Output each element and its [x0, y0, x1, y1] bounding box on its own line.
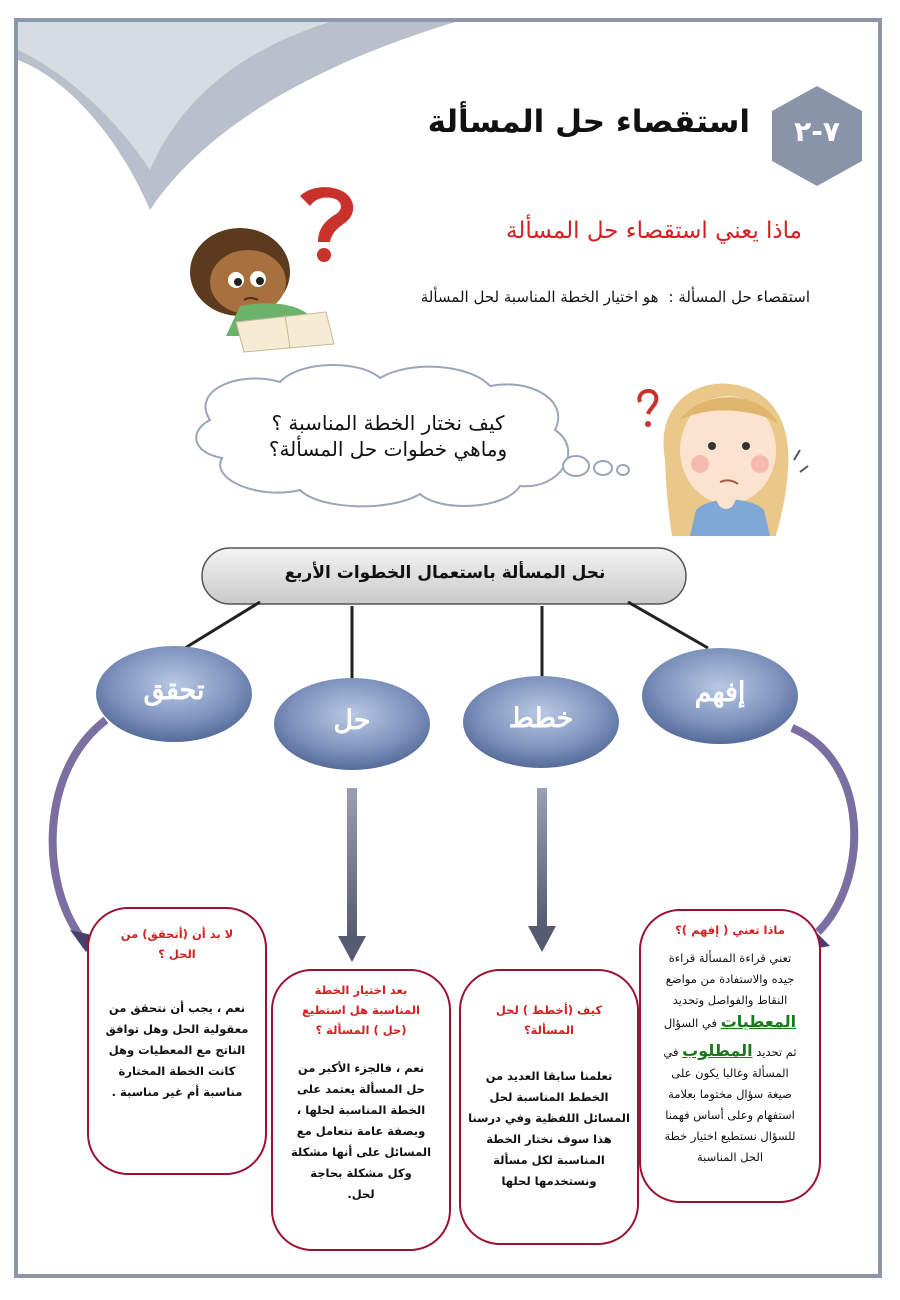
box-solve-line: الخطة المناسبة لحلها ،	[296, 1103, 426, 1117]
box-plan-line: المناسبة لكل مسألة	[493, 1153, 605, 1167]
box-solve-line: حل المسألة يعتمد على	[297, 1082, 425, 1096]
step-understand-label: إفهم	[694, 677, 746, 708]
page-title: استقصاء حل المسألة	[427, 104, 750, 140]
box-solve-question: (حل ) المسألة ؟	[315, 1023, 407, 1037]
box-understand-line: تعني قراءة المسألة قراءة	[668, 951, 792, 965]
box-understand-line: جيده والاستفادة من مواضع	[665, 972, 795, 986]
box-understand-question: ماذا تعني ( إفهم )؟	[675, 923, 785, 937]
box-understand-line: النقاط والفواصل وتحديد	[672, 993, 788, 1007]
girl-illustration	[639, 384, 808, 536]
box-understand-line: الحل المناسبة	[696, 1150, 764, 1164]
thought-text	[238, 410, 538, 462]
box-understand-line: المسألة وغالبا يكون على	[671, 1066, 789, 1080]
box-understand-line	[648, 1040, 812, 1063]
box-understand-text: في السؤال	[663, 1016, 718, 1030]
box-understand-line	[648, 1011, 812, 1034]
box-solve-line: نعم ، فالجزء الأكبر من	[297, 1061, 425, 1075]
definition-text: هو اختيار الخطة المناسبة لحل المسألة	[420, 288, 659, 306]
down-arrows	[338, 788, 556, 962]
box-plan-line: تعلمنا سابقا العديد من	[485, 1069, 613, 1083]
step-plan-label: خطط	[508, 703, 574, 734]
header-swoosh	[18, 22, 455, 210]
box-solve-line: وبصفة عامة نتعامل مع	[296, 1124, 426, 1138]
box-plan-question: كيف (أخطط ) لحل	[495, 1003, 603, 1017]
box-plan-line: الخطط المناسبة لحل	[489, 1090, 609, 1104]
box-understand-line: للسؤال نستطيع اختيار خطة	[664, 1129, 796, 1143]
box-understand-text: ثم تحديد	[756, 1045, 797, 1059]
keyword-required: المطلوب	[682, 1041, 753, 1060]
box-solve-question: بعد اختيار الخطة	[314, 983, 408, 997]
step-verify-label: تحقق	[143, 675, 205, 706]
intro-subtitle: ماذا يعني استقصاء حل المسألة	[505, 218, 802, 244]
box-verify-line: نعم ، يجب أن نتحقق من	[108, 1001, 246, 1015]
box-solve-line: لحل.	[347, 1187, 375, 1201]
box-verify-line: كانت الخطة المختارة	[118, 1064, 236, 1078]
box-understand-line: صيغة سؤال مختوما بعلامة	[668, 1087, 792, 1101]
box-plan-line: المسائل اللفظية وفي درسنا	[468, 1111, 630, 1125]
box-verify-line: الناتج مع المعطيات وهل	[108, 1043, 246, 1057]
box-plan-line: ونستخدمها لحلها	[501, 1174, 597, 1188]
box-verify-question: لا بد أن (أتحقق) من	[120, 927, 234, 941]
intro-definition	[421, 288, 810, 306]
box-verify-line: مناسبة أم غير مناسبة .	[111, 1085, 243, 1099]
box-verify	[96, 924, 258, 1103]
thought-line-1: كيف نختار الخطة المناسبة ؟	[271, 411, 505, 435]
lesson-number: ٧-٢	[794, 115, 840, 148]
box-solve	[280, 980, 442, 1205]
step-solve-label: حل	[333, 705, 371, 736]
box-verify-question: الحل ؟	[158, 947, 196, 961]
box-plan-line: هذا سوف نختار الخطة	[486, 1132, 612, 1146]
box-understand-text: في	[663, 1045, 679, 1059]
keyword-givens: المعطيات	[720, 1012, 797, 1031]
box-understand	[648, 920, 812, 1168]
boy-illustration	[190, 187, 353, 352]
box-understand-line: استفهام وعلى أساس فهمنا	[665, 1108, 795, 1122]
banner-connectors	[185, 602, 708, 682]
box-solve-question: المناسبة هل استطيع	[302, 1003, 420, 1017]
box-plan	[468, 1000, 630, 1192]
thought-line-2: وماهي خطوات حل المسألة؟	[268, 437, 508, 461]
box-verify-line: معقولية الحل وهل توافق	[105, 1022, 249, 1036]
definition-term: استقصاء حل المسألة :	[668, 288, 810, 306]
steps-banner-text: نحل المسألة باستعمال الخطوات الأربع	[284, 563, 606, 583]
box-solve-line: وكل مشكلة بحاجة	[310, 1166, 412, 1180]
box-plan-question: المسألة؟	[524, 1023, 574, 1037]
box-solve-line: المسائل على أنها مشكلة	[290, 1145, 432, 1159]
